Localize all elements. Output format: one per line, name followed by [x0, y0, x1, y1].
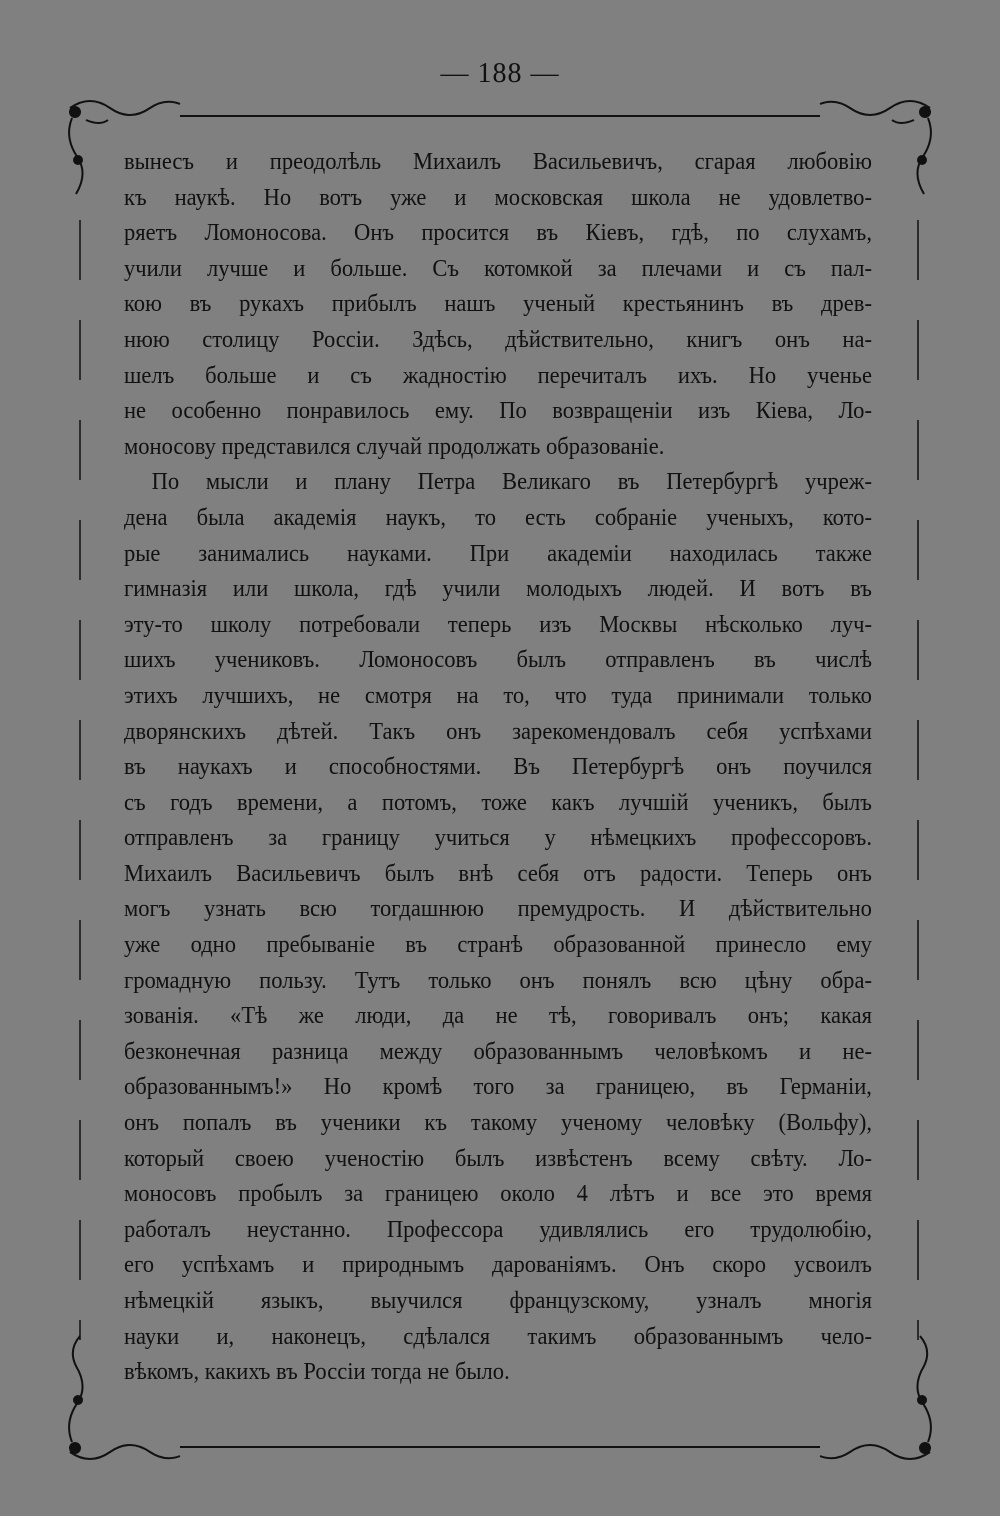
text-line: шелъ больше и съ жадностію перечиталъ ихъ. Но ученье: [124, 361, 872, 389]
text-line: зованія. «Тѣ же люди, да не тѣ, говоривалъ онъ; какая: [124, 1002, 872, 1030]
text-line: безконечная разница между образованнымъ человѣкомъ и не-: [124, 1037, 872, 1065]
paragraph-2: [124, 464, 872, 1389]
paragraph-1: [124, 144, 872, 464]
text-line: учили лучше и больше. Съ котомкой за плечами и съ пал-: [124, 254, 872, 282]
text-line: дворянскихъ дѣтей. Такъ онъ зарекомендовалъ себя успѣхами: [124, 717, 872, 745]
text-line: Михаилъ Васильевичъ былъ внѣ себя отъ радости. Теперь онъ: [124, 859, 872, 887]
text-line: въ наукахъ и способностями. Въ Петербургѣ онъ поучился: [124, 753, 872, 781]
text-line: вынесъ и преодолѣль Михаилъ Васильевичъ, сгарая любовію: [124, 148, 872, 175]
text-line: шихъ учениковъ. Ломоносовъ былъ отправленъ въ числѣ: [124, 646, 872, 674]
text-line: громадную пользу. Тутъ только онъ понялъ всю цѣну обра-: [124, 966, 872, 994]
text-line: моносову представился случай продолжать образованіе.: [124, 432, 665, 460]
text-line: эту-то школу потребовали теперь изъ Москвы нѣсколько луч-: [124, 610, 872, 638]
text-line: его успѣхамъ и природнымъ дарованіямъ. Онъ скоро усвоилъ: [124, 1251, 872, 1279]
text-line: По мысли и плану Петра Великаго въ Петербургѣ учреж-: [151, 468, 872, 496]
text-line: съ годъ времени, а потомъ, тоже какъ лучшій ученикъ, былъ: [124, 788, 872, 816]
text-line: нюю столицу Россіи. Здѣсь, дѣйствительно, книгъ онъ на-: [124, 325, 872, 353]
text-line: уже одно пребываніе въ странѣ образованной принесло ему: [124, 931, 872, 959]
text-line: гимназія или школа, гдѣ учили молодыхъ людей. И вотъ въ: [124, 575, 872, 603]
text-line: моносовъ пробылъ за границею около 4 лѣтъ и все это время: [124, 1180, 872, 1208]
text-line: науки и, наконецъ, сдѣлался такимъ образованнымъ чело-: [124, 1322, 872, 1350]
text-line: который своею ученостію былъ извѣстенъ всему свѣту. Ло-: [124, 1144, 872, 1172]
text-line: работалъ неустанно. Профессора удивлялись его трудолюбію,: [124, 1215, 872, 1243]
text-line: вѣкомъ, какихъ въ Россіи тогда не было.: [124, 1358, 510, 1386]
text-line: этихъ лучшихъ, не смотря на то, что туда принимали только: [124, 681, 872, 709]
text-line: къ наукѣ. Но вотъ уже и московская школа не удовлетво-: [124, 183, 872, 211]
page-number: — 188 —: [440, 58, 560, 89]
text-line: не особенно понравилось ему. По возвращеніи изъ Кіева, Ло-: [124, 397, 872, 425]
text-line: онъ попалъ въ ученики къ такому ученому человѣку (Вольфу),: [124, 1109, 872, 1137]
text-line: образованнымъ!» Но кромѣ того за границею, въ Германіи,: [124, 1073, 872, 1101]
text-line: дена была академія наукъ, то есть собраніе ученыхъ, кото-: [124, 503, 872, 531]
body-text: [124, 144, 872, 1390]
text-line: кою въ рукахъ прибылъ нашъ ученый крестьянинъ въ древ-: [124, 290, 872, 318]
text-line: могъ узнать всю тогдашнюю премудрость. И дѣйствительно: [124, 895, 872, 923]
text-line: рые занимались науками. При академіи находилась также: [124, 539, 872, 567]
text-line: ряетъ Ломоносова. Онъ просится въ Кіевъ, гдѣ, по слухамъ,: [124, 219, 872, 247]
text-line: нѣмецкій языкъ, выучился французскому, узналъ многія: [124, 1287, 872, 1314]
text-line: отправленъ за границу учиться у нѣмецкихъ профессоровъ.: [124, 824, 872, 852]
